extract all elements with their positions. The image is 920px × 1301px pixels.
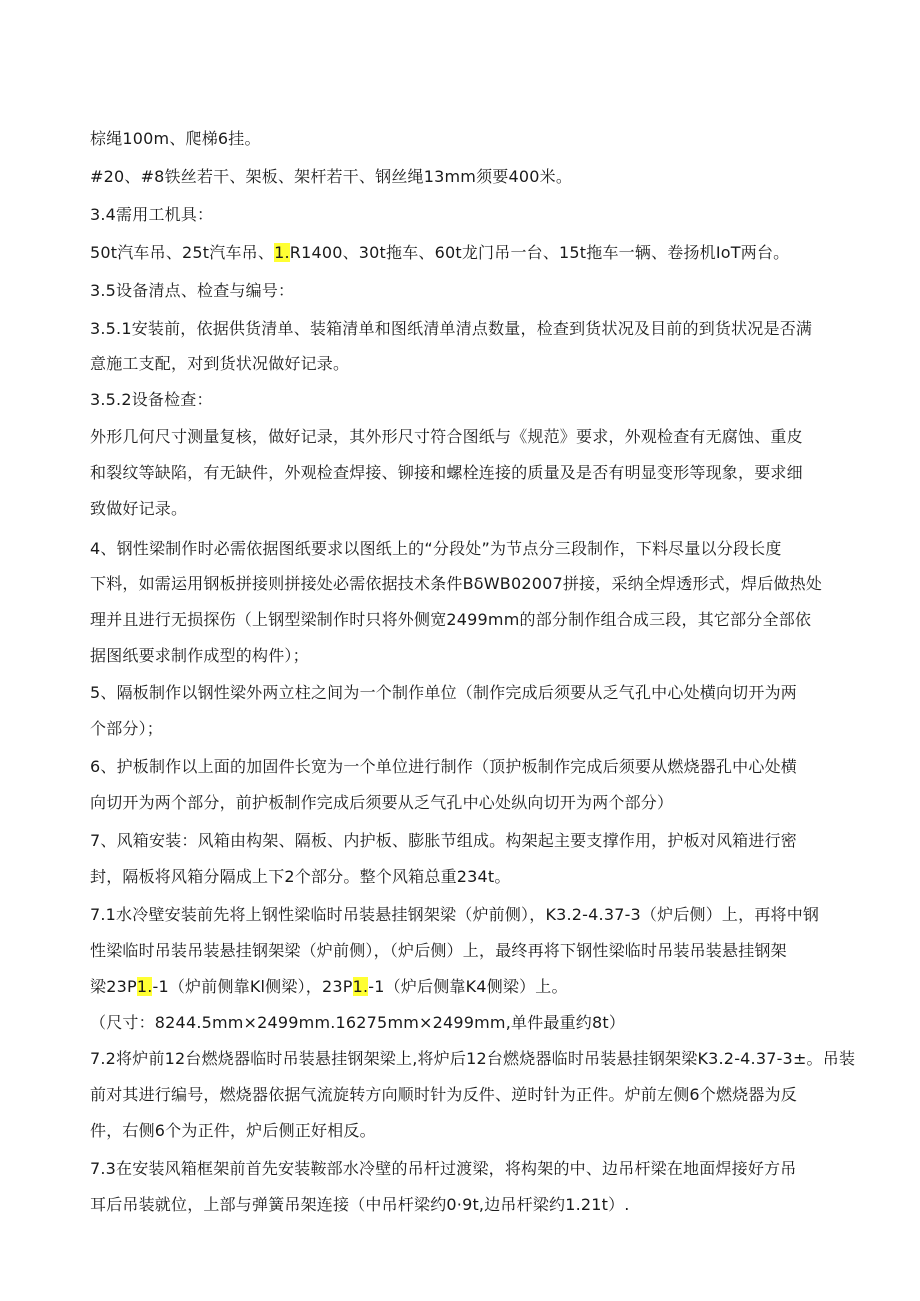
highlighted-text: 1. bbox=[274, 243, 290, 262]
text-line: 5、隔板制作以钢性梁外两立柱之间为一个制作单位（制作完成后须要从乏气孔中心处横向切开为两 bbox=[90, 683, 797, 702]
text-run: -1（炉后侧靠K4侧梁）上。 bbox=[368, 977, 568, 996]
text-line: 件，右侧6个为正件，炉后侧正好相反。 bbox=[90, 1121, 376, 1140]
section-heading: 3.5.2设备检查： bbox=[90, 390, 213, 409]
text-line: 7.3在安装风箱框架前首先安装鞍部水冷壁的吊杆过渡梁，将构架的中、边吊杆梁在地面焊接好方吊 bbox=[90, 1159, 797, 1178]
text-line: 6、护板制作以上面的加固件长宽为一个单位进行制作（顶护板制作完成后须要从燃烧器孔中心处横 bbox=[90, 757, 797, 776]
text-run: 50t汽车吊、25t汽车吊、 bbox=[90, 243, 275, 262]
text-run: R1400、30t拖车、60t龙门吊一台、15t拖车一辆、卷扬机IoT两台。 bbox=[289, 243, 790, 262]
text-line bbox=[90, 243, 789, 263]
text-line: 耳后吊装就位，上部与弹簧吊架连接（中吊杆梁约0·9t,边吊杆梁约1.21t）. bbox=[90, 1195, 630, 1214]
text-line bbox=[90, 977, 568, 997]
section-heading: 3.4需用工机具： bbox=[90, 205, 214, 224]
text-line: 封，隔板将风箱分隔成上下2个部分。整个风箱总重234t。 bbox=[90, 867, 511, 886]
section-heading: 3.5设备清点、检查与编号： bbox=[90, 281, 295, 300]
text-line: 7.2将炉前12台燃烧器临时吊装悬挂钢架梁上,将炉后12台燃烧器临时吊装悬挂钢架梁K3.2-4.37-3±。吊装 bbox=[90, 1049, 856, 1068]
text-line: 据图纸要求制作成型的构件）； bbox=[90, 646, 309, 665]
text-line: 向切开为两个部分，前护板制作完成后须要从乏气孔中心处纵向切开为两个部分） bbox=[90, 793, 674, 812]
text-line: 和裂纹等缺陷，有无缺件，外观检查焊接、铆接和螺栓连接的质量及是否有明显变形等现象，要求细 bbox=[90, 463, 803, 482]
text-run: 梁23P bbox=[90, 977, 137, 996]
text-line: 个部分）； bbox=[90, 719, 164, 738]
text-line: 7.1水冷壁安装前先将上钢性梁临时吊装悬挂钢架梁（炉前侧），K3.2-4.37-3（炉后侧）上，再将中钢 bbox=[90, 905, 820, 924]
text-line: 7、风箱安装：风箱由构架、隔板、内护板、膨胀节组成。构架起主要支撑作用，护板对风箱进行密 bbox=[90, 831, 797, 850]
text-line: （尺寸：8244.5mm×2499mm.16275mm×2499mm,单件最重约8t） bbox=[90, 1013, 626, 1032]
text-line: 致做好记录。 bbox=[90, 499, 188, 518]
text-line: 性梁临时吊装吊装悬挂钢架梁（炉前侧），（炉后侧）上，最终再将下钢性梁临时吊装吊装悬挂钢架 bbox=[90, 941, 787, 960]
highlighted-text: 1. bbox=[352, 977, 369, 996]
text-line: 理并且进行无损探伤（上钢型梁制作时只将外侧宽2499mm的部分制作组合成三段，其它部分全部依 bbox=[90, 610, 812, 629]
text-line: 外形几何尺寸测量复核，做好记录，其外形尺寸符合图纸与《规范》要求，外观检查有无腐蚀、重皮 bbox=[90, 427, 803, 446]
text-line: 棕绳100m、爬梯6挂。 bbox=[90, 129, 261, 148]
text-line: 前对其进行编号，燃烧器依据气流旋转方向顺时针为反件、逆时针为正件。炉前左侧6个燃烧器为反 bbox=[90, 1085, 797, 1104]
text-line: 4、钢性梁制作时必需依据图纸要求以图纸上的“分段处”为节点分三段制作，下料尽量以分段长度 bbox=[90, 539, 782, 558]
text-line: 意施工支配，对到货状况做好记录。 bbox=[90, 354, 350, 373]
highlighted-text: 1. bbox=[136, 977, 153, 996]
text-run: -1（炉前侧靠Kl侧梁），23P bbox=[152, 977, 353, 996]
text-line: 3.5.1安装前，依据供货清单、装箱清单和图纸清单清点数量，检查到货状况及目前的到货状况是否满 bbox=[90, 319, 813, 338]
text-line: #20、#8铁丝若干、架板、架杆若干、钢丝绳13mm须要400米。 bbox=[90, 167, 573, 186]
text-line: 下料，如需运用钢板拼接则拼接处必需依据技术条件BδWB02007拼接，采纳全焊透形式，焊后做热处 bbox=[90, 574, 823, 593]
